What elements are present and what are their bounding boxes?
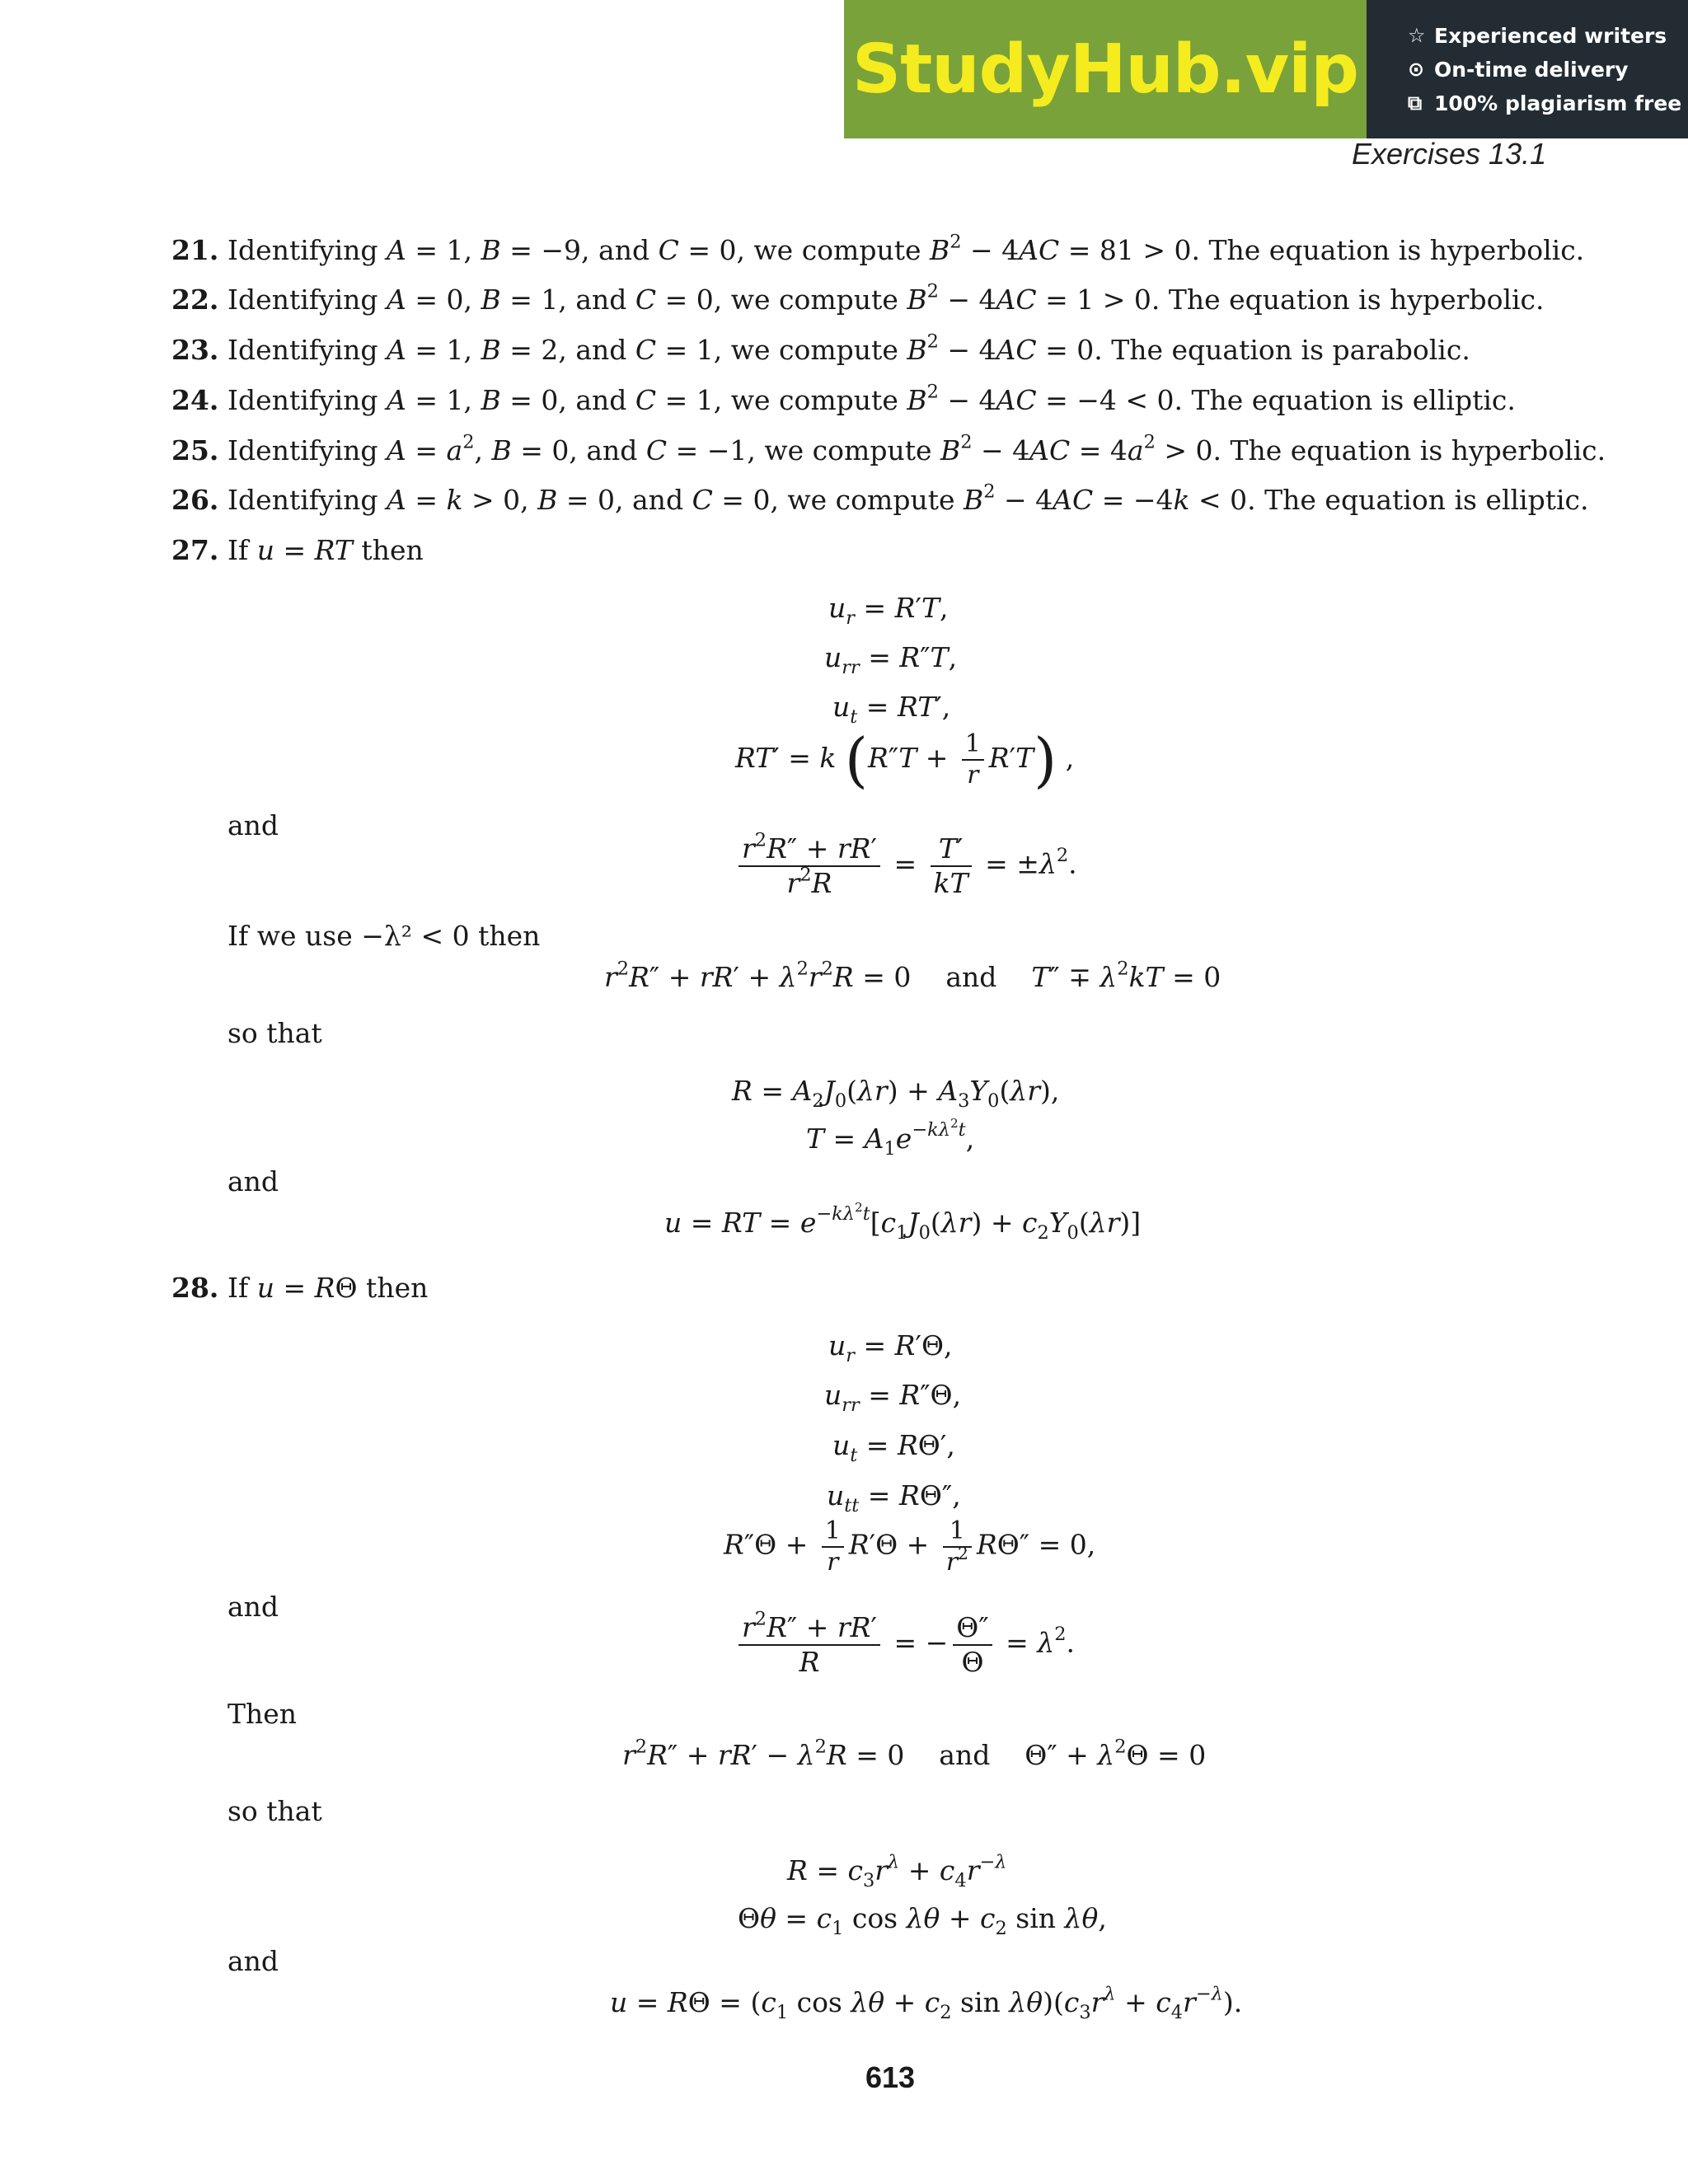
equation: $R = c_3r^\lambda + c_4r^{-\lambda}$ — [787, 1851, 1007, 1891]
problem-24: 24. Identifying A = 1, B = 0, and C = 1, we compute $B^2 - 4AC = -4 < 0$. The equation is elliptic. — [171, 381, 1516, 416]
connective-text: Then — [227, 1698, 298, 1730]
connective-text: and — [227, 1945, 279, 1977]
equation: $\Theta\theta = c_1$ $\cos \lambda\theta + c_2$ sin λθ, — [738, 1902, 1107, 1939]
equation: $R = A_2J_0(\lambda r) + A_3Y_0(\lambda r)$, — [732, 1075, 1060, 1112]
brand-logo: StudyHub.vip — [852, 30, 1358, 109]
section-header: Exercises 13.1 — [1352, 137, 1547, 171]
equation: RT′ = k (R″T + $\frac{1}{r}$ R′T) , — [735, 725, 1075, 794]
copy-icon: ⧉ — [1408, 91, 1423, 115]
clock-icon: ⊙ — [1408, 58, 1425, 81]
connective-text: If we use −λ² < 0 then — [227, 920, 541, 952]
equation: $r^2R'' + rR' + \lambda^2r^2R = 0$ and $T'' \mp \lambda^2kT = 0$ — [604, 958, 1221, 993]
equation: $T = A_1e^{-k\lambda^2t}$, — [806, 1116, 975, 1160]
equation: u = RT = $e^{-k\lambda^2t}[c_1J_0(\lambda r) + c_2Y_0(\lambda r)]$ — [664, 1200, 1142, 1244]
problem-23: 23. Identifying A = 1, B = 2, and C = 1, we compute $B^2 - 4AC = 0$. The equation is parabolic. — [171, 330, 1470, 366]
feature-list — [1367, 0, 1688, 138]
page-number: 613 — [865, 2060, 916, 2094]
problem-22: 22. Identifying A = 0, B = 1, and C = 0, we compute $B^2 - 4AC = 1 > 0$. The equation is hyperbolic. — [171, 280, 1545, 316]
feature-item: ☆ Experienced writers — [1408, 23, 1667, 48]
equation: $r^2R'' + rR' - \lambda^2R = 0$ and $\Theta'' + \lambda^2\Theta = 0$ — [622, 1736, 1207, 1771]
equation: $u_r = R'T$, — [828, 592, 949, 629]
problem-26: 26. Identifying A = k > 0, B = 0, and C = 0, we compute $B^2 - 4AC = -4k < 0$. The equation is elliptic. — [171, 480, 1589, 516]
equation: $u_{tt} = R\Theta''$, — [827, 1479, 961, 1516]
connective-text: so that — [227, 1017, 322, 1049]
problem-21: 21. Identifying A = 1, B = −9, and C = 0, we compute $B^2 - 4AC = 81 > 0$. The equation is hyperbolic. — [171, 231, 1585, 266]
connective-text: and — [227, 809, 279, 841]
connective-text: and — [227, 1165, 279, 1197]
connective-text: so that — [227, 1795, 322, 1827]
problem-25: 25. Identifying $A = a^2$, B = 0, and C = −1, we compute $B^2 - 4AC = 4a^2 > 0$. The equation is hyperbolic. — [171, 431, 1606, 466]
equation: $u_t = RT'$, — [832, 691, 951, 728]
equation: R″Θ + $\frac{1}{r}$ R′Θ + $\frac{1}{r^2}$ RΘ″ = 0, — [724, 1516, 1096, 1577]
brand-banner[interactable] — [844, 0, 1367, 138]
problem-27: 27. If u = RT then — [171, 534, 424, 566]
equation: $u_t = R\Theta'$, — [832, 1429, 955, 1466]
problem-28: 28. If u = RΘ then — [171, 1272, 429, 1304]
equation: $\frac{r^2R'' + rR'}{r^2R}$ = $\frac{T'}{kT}$ = $\pm\lambda^2$. — [734, 832, 1077, 899]
equation: $u = R\Theta = (c_1$ $\cos \lambda\theta + c_2$ $\sin \lambda\theta)(c_3r^\lambda + c_4r^{-\lambda})$. — [610, 1983, 1243, 2023]
equation: $u_{rr} = R''T$, — [824, 641, 958, 678]
star-icon: ☆ — [1408, 24, 1426, 47]
connective-text: and — [227, 1591, 279, 1623]
equation: $u_{rr} = R''\Theta$, — [824, 1379, 962, 1416]
equation: $u_r = R'\Theta$, — [828, 1329, 953, 1366]
equation: $\frac{r^2R'' + rR'}{R}$ = − $\frac{\Theta''}{\Theta}$ = $\lambda^2$. — [734, 1611, 1075, 1678]
feature-item: ⧉ 100% plagiarism free — [1408, 91, 1682, 115]
feature-item: ⊙ On-time delivery — [1408, 57, 1629, 82]
